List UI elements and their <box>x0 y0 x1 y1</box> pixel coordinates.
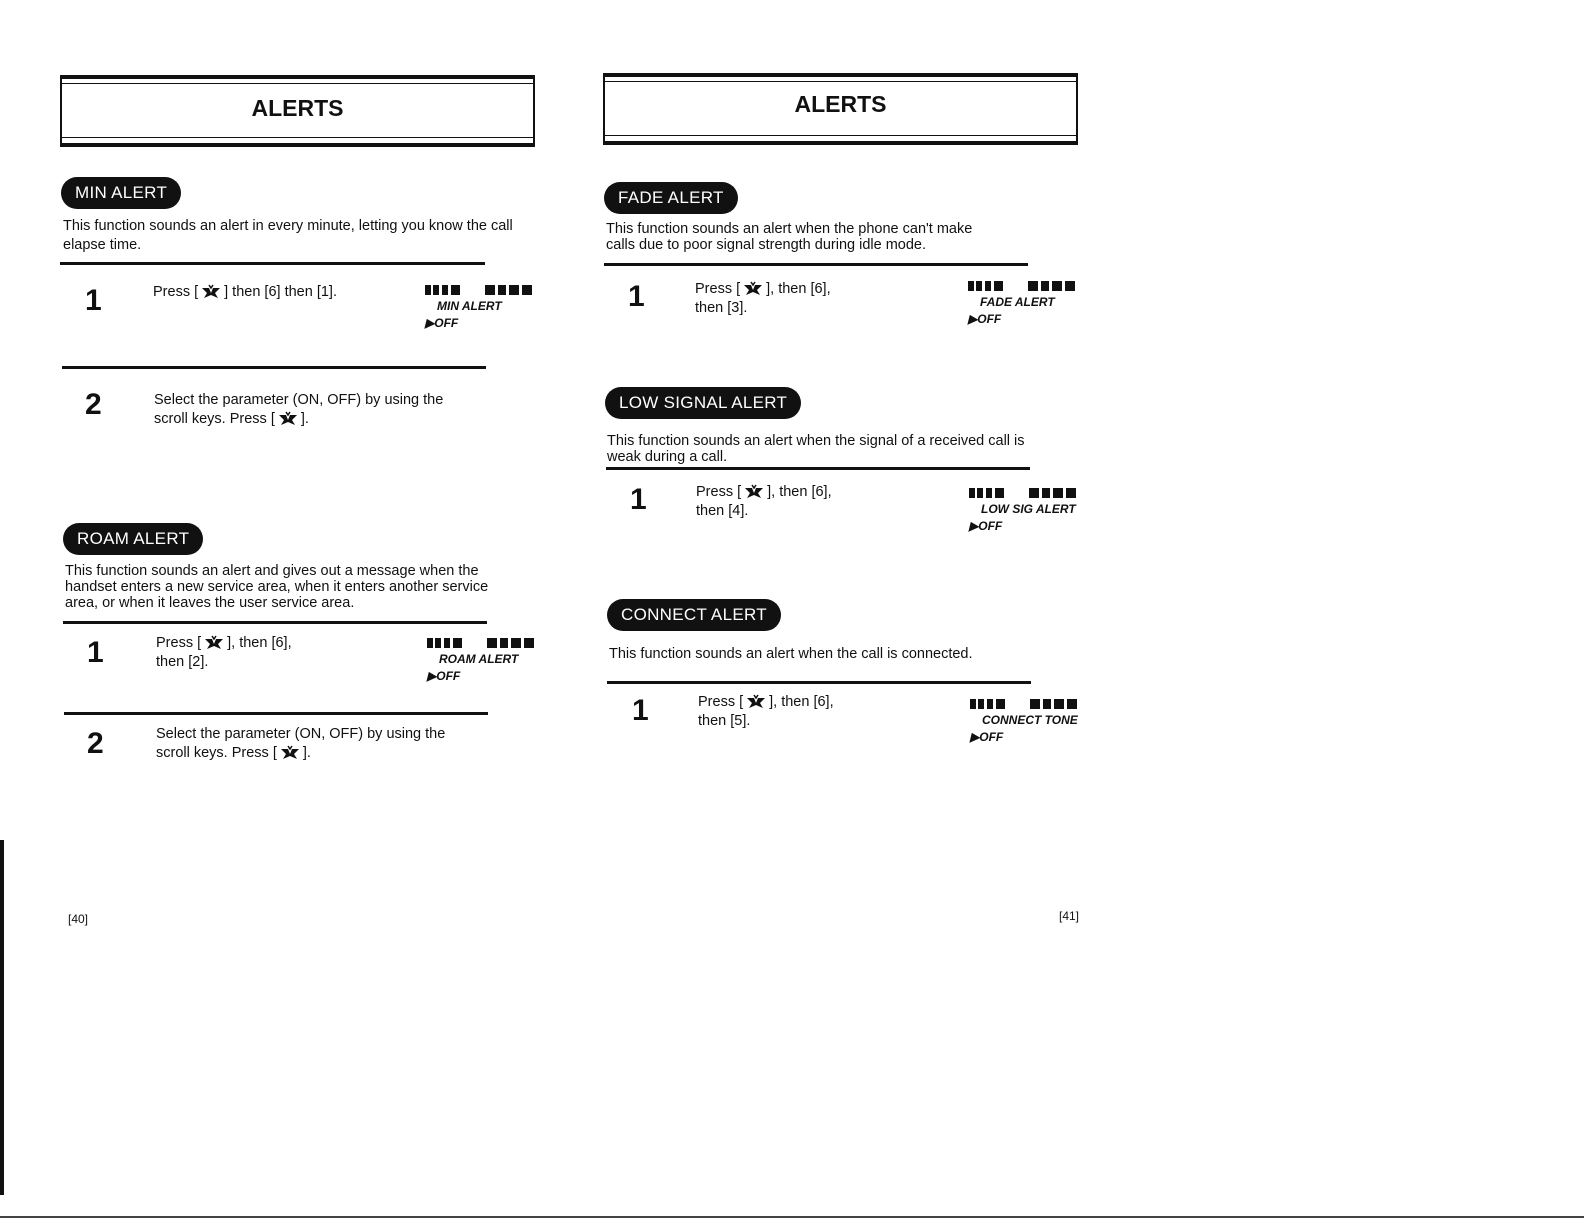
roam-alert-step1-text: Press [ ], then [6], then [2]. <box>156 635 292 670</box>
lcd-value-text: ▶OFF <box>969 519 1003 533</box>
step-number: 1 <box>628 280 645 313</box>
lcd-screen <box>969 488 1089 548</box>
step-number: 1 <box>87 636 104 669</box>
low-signal-alert-description: This function sounds an alert when the signal of a received call is weak during a call. <box>607 433 1025 465</box>
binding-edge <box>0 840 4 1195</box>
page-number: [40] <box>68 912 89 926</box>
page-number: [41] <box>1059 909 1080 923</box>
fade-alert-description: This function sounds an alert when the phone can't make calls due to poor signal strength during idle mode. <box>606 221 973 253</box>
step-number: 1 <box>630 483 647 516</box>
signal-status-icon <box>968 281 1080 293</box>
signal-status-icon <box>970 699 1082 711</box>
signal-status-icon <box>425 285 537 297</box>
left-page-title: ALERTS <box>251 95 344 121</box>
signal-status-icon <box>969 488 1081 500</box>
low-signal-alert-label: LOW SIGNAL ALERT <box>605 387 801 419</box>
divider <box>607 681 1031 684</box>
min-alert-label: MIN ALERT <box>61 177 181 209</box>
divider <box>63 621 487 624</box>
lcd-screen <box>968 281 1088 341</box>
lcd-menu-text: LOW SIG ALERT <box>981 502 1076 516</box>
signal-status-icon <box>427 638 539 650</box>
connect-alert-label: CONNECT ALERT <box>607 599 781 631</box>
lcd-screen <box>425 285 545 345</box>
menu-key-icon <box>204 635 224 650</box>
divider <box>60 262 485 265</box>
fade-alert-label: FADE ALERT <box>604 182 738 214</box>
menu-key-icon <box>201 284 221 299</box>
divider <box>64 712 488 715</box>
menu-key-icon <box>746 694 766 709</box>
divider <box>62 366 486 369</box>
step-number: 2 <box>87 727 104 760</box>
right-page-title: ALERTS <box>794 91 887 117</box>
divider <box>604 263 1028 266</box>
fade-alert-step1-text: Press [ ], then [6], then [3]. <box>695 281 831 316</box>
min-alert-step2-text: Select the parameter (ON, OFF) by using the scroll keys. Press [ ]. <box>154 392 444 427</box>
left-header-box <box>60 75 535 147</box>
lcd-menu-text: MIN ALERT <box>437 299 502 313</box>
lcd-menu-text: CONNECT TONE <box>982 713 1078 727</box>
low-signal-alert-step1-text: Press [ ], then [6], then [4]. <box>696 484 832 519</box>
min-alert-description: This function sounds an alert in every minute, letting you know the call elapse time. <box>63 218 513 253</box>
menu-key-icon <box>744 484 764 499</box>
min-alert-step1-text: Press [ ] then [6] then [1]. <box>153 284 337 300</box>
page-bottom-edge <box>0 1216 1584 1218</box>
lcd-value-text: ▶OFF <box>970 730 1004 744</box>
menu-key-icon <box>743 281 763 296</box>
right-header-box <box>603 73 1078 145</box>
lcd-value-text: ▶OFF <box>968 312 1002 326</box>
step-number: 1 <box>632 694 649 727</box>
roam-alert-description: This function sounds an alert and gives out a message when the handset enters a new service area, when it enters another service area, or when it leaves the user service area. <box>65 563 489 611</box>
lcd-value-text: ▶OFF <box>427 669 461 683</box>
lcd-menu-text: FADE ALERT <box>980 295 1055 309</box>
connect-alert-step1-text: Press [ ], then [6], then [5]. <box>698 694 834 729</box>
menu-key-icon <box>280 745 300 760</box>
lcd-screen <box>427 638 547 698</box>
lcd-screen <box>970 699 1090 759</box>
divider <box>606 467 1030 470</box>
roam-alert-label: ROAM ALERT <box>63 523 203 555</box>
step-number: 2 <box>85 388 102 421</box>
connect-alert-description: This function sounds an alert when the call is connected. <box>609 646 973 662</box>
roam-alert-step2-text: Select the parameter (ON, OFF) by using the scroll keys. Press [ ]. <box>156 726 446 761</box>
lcd-value-text: ▶OFF <box>425 316 459 330</box>
step-number: 1 <box>85 284 102 317</box>
menu-key-icon <box>278 411 298 426</box>
lcd-menu-text: ROAM ALERT <box>439 652 519 666</box>
